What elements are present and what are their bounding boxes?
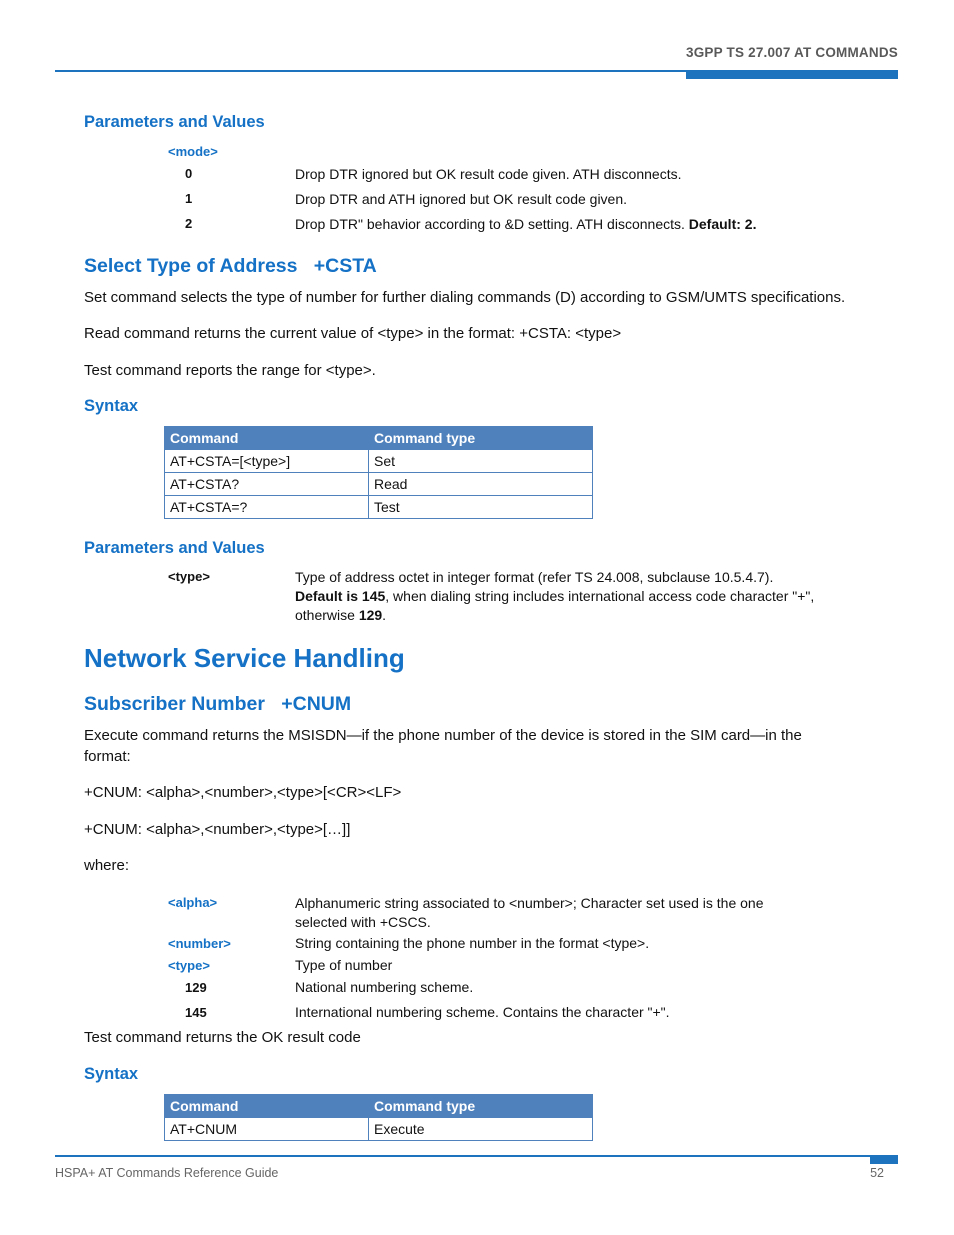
mode-value-1: 1: [185, 191, 193, 206]
section-heading-parameters: Parameters and Values: [84, 113, 265, 131]
csta-syntax-heading: Syntax: [84, 397, 139, 415]
footer-accent-bar: [870, 1155, 898, 1164]
column-header-command-type: Command type: [369, 427, 593, 450]
column-header-command-type: Command type: [369, 1095, 593, 1118]
cnum-test-text: Test command returns the OK result code: [84, 1029, 361, 1046]
page-number: 52: [870, 1166, 884, 1180]
mode-value-2: 2: [185, 216, 193, 231]
cnum-format-1: +CNUM: <alpha>,<number>,<type>[<CR><LF>: [84, 784, 402, 801]
table-header-row: [165, 1095, 593, 1118]
type-value-145: 145: [185, 1005, 207, 1020]
column-header-command: Command: [165, 427, 369, 450]
footer-doc-title: HSPA+ AT Commands Reference Guide: [55, 1166, 279, 1180]
type-desc-129: National numbering scheme.: [295, 979, 474, 995]
param-label-alpha: <alpha>: [168, 895, 218, 910]
type-desc-145: International numbering scheme. Contains the character "+".: [295, 1004, 670, 1020]
cnum-para-execute-line2: format:: [84, 748, 131, 765]
mode-desc-0: Drop DTR ignored but OK result code given. ATH disconnects.: [295, 166, 682, 182]
default-value: Default is 145: [295, 588, 386, 604]
table-cell: Set: [369, 450, 593, 473]
table-cell: AT+CSTA?: [165, 473, 369, 496]
column-header-command: Command: [165, 1095, 369, 1118]
table-cell: AT+CSTA=[<type>]: [165, 450, 369, 473]
csta-para-test: Test command reports the range for <type>.: [84, 362, 376, 379]
param-desc-alpha-line2: selected with +CSCS.: [295, 914, 431, 930]
param-desc-type-line3-text: otherwise: [295, 607, 359, 623]
param-desc-number: String containing the phone number in the format <type>.: [295, 935, 650, 951]
param-desc-alpha: [295, 894, 835, 932]
table-header-row: [165, 427, 593, 450]
param-label-number: <number>: [168, 936, 231, 951]
footer-rule: [55, 1155, 898, 1157]
header-accent-bar: [686, 70, 898, 79]
table-cell: Read: [369, 473, 593, 496]
mode-desc-2-default: Default: 2.: [688, 216, 757, 232]
cnum-where: where:: [84, 857, 130, 874]
mode-desc-2: [295, 216, 756, 232]
cnum-syntax-table: [164, 1094, 593, 1141]
table-cell: Test: [369, 496, 593, 519]
table-cell: Execute: [369, 1118, 593, 1141]
table-row: [165, 450, 593, 473]
param-desc-type-cnum: Type of number: [295, 957, 393, 973]
cnum-para-execute-line1: Execute command returns the MSISDN—if the phone number of the device is stored in the SIM card—in the: [84, 727, 802, 744]
table-cell: AT+CSTA=?: [165, 496, 369, 519]
param-label-mode: <mode>: [168, 144, 218, 159]
mode-value-0: 0: [185, 166, 193, 181]
type-value-129: 129: [185, 980, 207, 995]
running-header: 3GPP TS 27.007 AT COMMANDS: [685, 45, 898, 60]
cnum-format-2: +CNUM: <alpha>,<number>,<type>[…]]: [84, 821, 351, 838]
param-desc-type-line2: [295, 587, 835, 606]
mode-desc-2-text: Drop DTR" behavior according to &D setting. ATH disconnects.: [295, 216, 689, 232]
csta-syntax-table: [164, 426, 593, 519]
csta-heading: Select Type of Address +CSTA: [84, 255, 377, 277]
table-cell: AT+CNUM: [165, 1118, 369, 1141]
table-row: [165, 496, 593, 519]
csta-params-heading: Parameters and Values: [84, 539, 265, 557]
param-desc-alpha-line1: Alphanumeric string associated to <number>; Character set used is the one: [295, 895, 764, 911]
table-row: [165, 473, 593, 496]
param-desc-type-line2-text: , when dialing string includes international access code character "+",: [385, 588, 815, 604]
param-desc-type: [295, 568, 835, 625]
cnum-heading: Subscriber Number +CNUM: [84, 693, 352, 715]
param-desc-type-line3-end: .: [382, 607, 387, 623]
param-desc-type-line3: [295, 606, 835, 625]
alt-value: 129: [358, 607, 383, 623]
param-label-type-cnum: <type>: [168, 958, 210, 973]
table-row: [165, 1118, 593, 1141]
csta-para-set: Set command selects the type of number for further dialing commands (D) according to GSM/UMTS specifications.: [84, 289, 846, 306]
cnum-syntax-heading: Syntax: [84, 1065, 139, 1083]
csta-para-read: Read command returns the current value of <type> in the format: +CSTA: <type>: [84, 325, 622, 342]
network-service-heading: Network Service Handling: [84, 643, 405, 673]
param-label-type: <type>: [168, 569, 210, 584]
mode-desc-1: Drop DTR and ATH ignored but OK result code given.: [295, 191, 628, 207]
param-desc-type-line1: Type of address octet in integer format (refer TS 24.008, subclause 10.5.4.7).: [295, 569, 774, 585]
